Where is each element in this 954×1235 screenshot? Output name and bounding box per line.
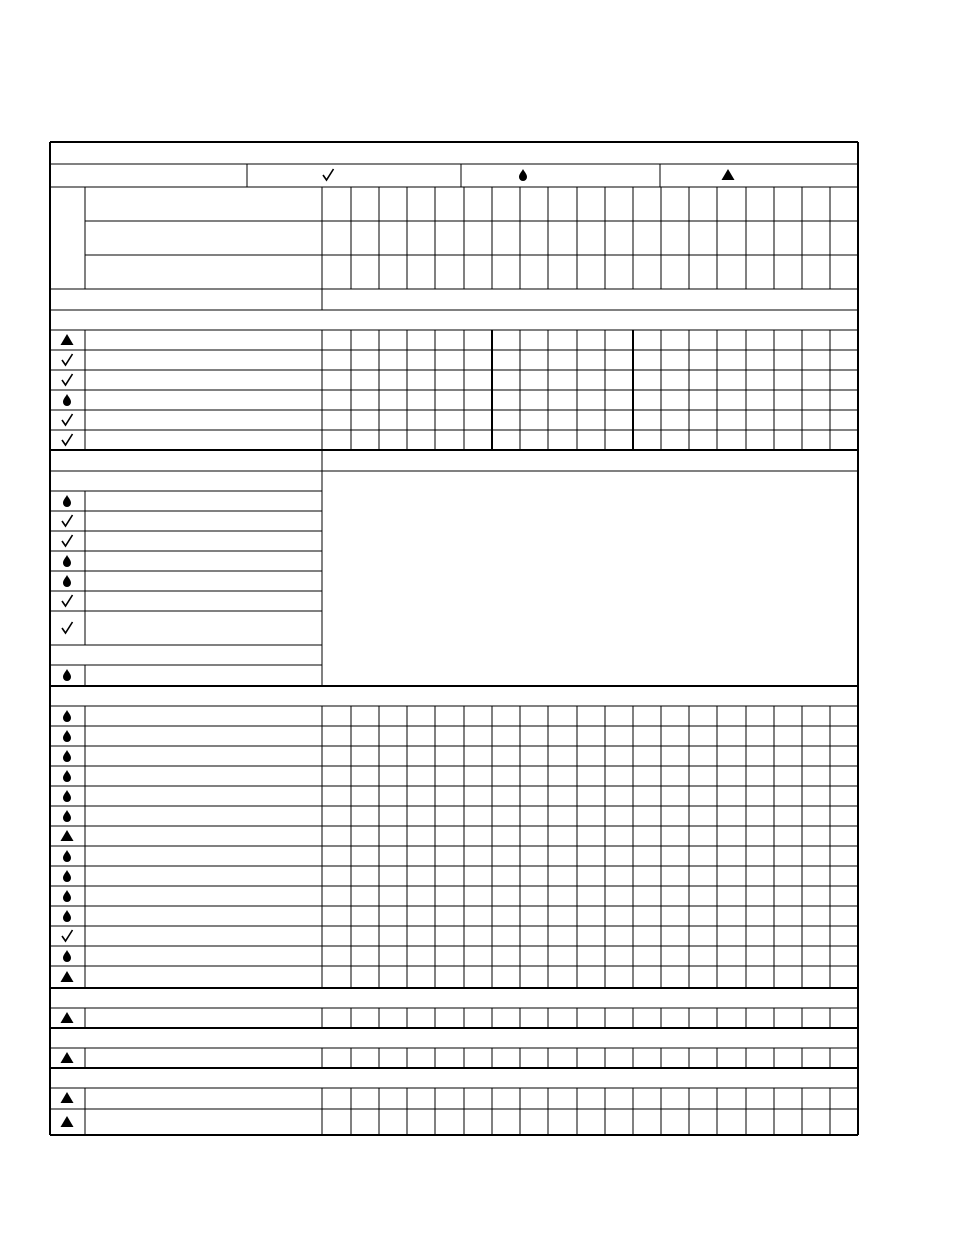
drop-icon — [63, 669, 71, 681]
form-grid-lines — [50, 142, 858, 1135]
drop-icon — [63, 575, 71, 587]
triangle-icon — [61, 334, 74, 345]
triangle-icon — [61, 1092, 74, 1103]
check-icon — [323, 169, 334, 180]
drop-icon — [63, 750, 71, 762]
drop-icon — [63, 910, 71, 922]
drop-icon — [63, 790, 71, 802]
drop-icon — [63, 810, 71, 822]
drop-icon — [63, 770, 71, 782]
check-icon — [62, 515, 73, 526]
triangle-icon — [61, 830, 74, 841]
check-icon — [62, 414, 73, 425]
drop-icon — [63, 394, 71, 406]
check-icon — [62, 434, 73, 445]
check-icon — [62, 930, 73, 941]
triangle-icon — [722, 169, 735, 180]
drop-icon — [63, 555, 71, 567]
drop-icon — [63, 870, 71, 882]
drop-icon — [63, 950, 71, 962]
check-icon — [62, 535, 73, 546]
triangle-icon — [61, 1116, 74, 1127]
drop-icon — [63, 850, 71, 862]
drop-icon — [519, 169, 527, 181]
drop-icon — [63, 890, 71, 902]
drop-icon — [63, 495, 71, 507]
triangle-icon — [61, 1012, 74, 1023]
check-icon — [62, 622, 73, 633]
drop-icon — [63, 730, 71, 742]
check-icon — [62, 595, 73, 606]
check-icon — [62, 354, 73, 365]
check-icon — [62, 374, 73, 385]
triangle-icon — [61, 971, 74, 982]
triangle-icon — [61, 1052, 74, 1063]
drop-icon — [63, 710, 71, 722]
